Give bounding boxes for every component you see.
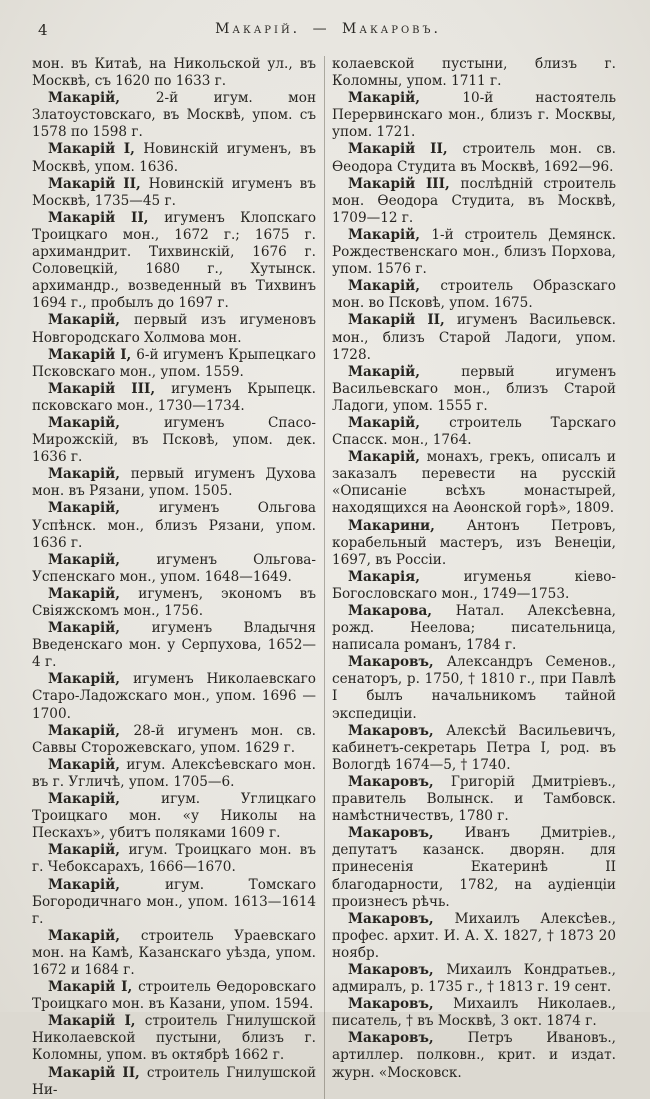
left-column <box>32 56 316 1099</box>
dictionary-entry: Макарій, игуменъ Владычня Введенскаго мон. у Серпухова, 1652—4 г. <box>32 620 317 671</box>
entry-headword: Макарій III, <box>348 175 461 192</box>
entry-headword: Макарій, <box>348 414 450 431</box>
entry-headword: Макарій, <box>48 466 131 483</box>
dictionary-entry: Макаровъ, Александръ Семенов., сенаторъ, р. 1750, † 1810 г., при Павлѣ I былъ начальникомъ тайной экспедиціи. <box>332 654 616 722</box>
entry-headword: Макарій II, <box>348 312 457 329</box>
dictionary-entry: Макарій, игуменъ Спасо-Мирожскій, въ Псковѣ, упом. дек. 1636 г. <box>32 414 316 466</box>
dictionary-entry: Макарій I, строитель Ѳедоровскаго Троицкаго мон. въ Казани, упом. 1594. <box>32 979 316 1013</box>
entry-headword: Макарій, <box>48 876 165 893</box>
dictionary-entry: Макарій I, Новинскій игуменъ, въ Москвѣ, упом. 1636. <box>32 141 316 175</box>
entry-headword: Макаровъ, <box>348 825 465 842</box>
entry-headword: Макарій, <box>48 90 156 107</box>
entry-headword: Макарій, <box>48 551 157 568</box>
page-number: 4 <box>38 21 48 39</box>
entry-headword: Макаровъ, <box>348 1030 468 1047</box>
dictionary-entry: Макарій I, строитель Гнилушской Николаевской пустыни, близъ г. Коломны, упом. въ октябрѣ 1662 г. <box>32 1013 316 1064</box>
entry-headword: Макарини, <box>348 517 467 534</box>
dictionary-entry: Макаровъ, Григорій Дмитріевъ., правитель Волынск. и Тамбовск. намѣстничествъ, 1780 г. <box>332 773 617 825</box>
dictionary-entry: Макарій II, игуменъ Васильевск. мон., близъ Старой Ладоги, упом. 1728. <box>332 312 616 363</box>
dictionary-entry: Макарій, игуменъ Николаевскаго Старо-Ладожскаго мон., упом. 1696 — 1700. <box>32 671 316 722</box>
entry-headword: Макарій, <box>48 791 162 808</box>
entry-headword: Макарій, <box>48 585 139 602</box>
entry-headword: Макарій I, <box>48 1013 145 1030</box>
entry-headword: Макарій I, <box>48 346 137 363</box>
dictionary-entry: Макарій, игум. Углицкаго Троицкаго мон. «у Николы на Пескахъ», убитъ поляками 1609 г. <box>32 791 317 842</box>
entry-headword: Макарій II, <box>48 209 165 226</box>
dictionary-entry: Макарій, игуменъ, экономъ въ Свіяжскомъ мон., 1756. <box>32 585 316 619</box>
entry-headword: Макарій, <box>48 842 129 859</box>
dictionary-entry: Макарій, игуменъ Ольгова Успѣнск. мон., близъ Рязани, упом. 1636 г. <box>32 500 316 551</box>
dictionary-entry: Макарій I, 6-й игуменъ Крыпецкаго Псковскаго мон., упом. 1559. <box>32 346 316 380</box>
dictionary-entry: Макарій, игум. Томскаго Богородичнаго мон., упом. 1613—1614 г. <box>32 876 316 927</box>
entry-headword: Макаровъ, <box>348 722 447 739</box>
dictionary-entry: Макарій III, послѣдній строитель мон. Ѳеодора Студита, въ Москвѣ, 1709—12 г. <box>332 175 616 226</box>
entry-headword: Макарій, <box>48 620 152 637</box>
dictionary-entry: Макарій, строитель Ураевскаго мон. на Камѣ, Казанскаго уѣзда, упом. 1672 и 1684 г. <box>32 927 316 978</box>
dictionary-entry: Макарій, первый игуменъ Духова мон. въ Рязани, упом. 1505. <box>32 466 316 500</box>
dictionary-entry: Макарій II, Новинскій игуменъ въ Москвѣ, 1735—45 г. <box>32 175 316 209</box>
dictionary-entry: Макарій, 28-й игуменъ мон. св. Саввы Сторожевскаго, упом. 1629 г. <box>32 722 316 756</box>
entry-headword: Макарій, <box>348 449 427 466</box>
entry-headword: Макарій, <box>48 722 134 739</box>
entry-headword: Макарій, <box>48 671 134 688</box>
dictionary-entry: Макарій, игуменъ Ольгова-Успенскаго мон., упом. 1648—1649. <box>32 551 316 585</box>
entry-headword: Макарій, <box>48 500 159 517</box>
entry-headword: Макаровъ, <box>348 773 451 790</box>
dictionary-entry: Макарій, строитель Тарскаго Спасск. мон., 1764. <box>332 414 616 449</box>
running-title: Макарій. — Макаровъ. <box>215 21 441 37</box>
dictionary-entry: Макарова, Натал. Алексѣевна, рожд. Неелова; писательница, написала романъ, 1784 г. <box>332 603 616 654</box>
dictionary-entry: Макарій, 2-й игум. мон Златоустовскаго, въ Москвѣ, упом. съ 1578 по 1598 г. <box>32 90 316 141</box>
column-divider-rule <box>324 56 325 1099</box>
column-gutter <box>316 56 332 1099</box>
entry-headword: Макарій, <box>348 226 432 243</box>
right-column <box>332 56 616 1099</box>
entry-headword: Макарій, <box>348 278 441 295</box>
entry-headword: Макарій I, <box>48 141 144 158</box>
dictionary-entry: Макаровъ, Михаилъ Николаев., писатель, † въ Москвѣ, 3 окт. 1874 г. <box>332 996 617 1030</box>
entry-headword: Макарій III, <box>48 380 172 397</box>
dictionary-entry: Макарій III, игуменъ Крыпецк. псковскаго мон., 1730—1734. <box>32 380 316 414</box>
dictionary-entry: Макарій, игум. Троицкаго мон. въ г. Чебоксарахъ, 1666—1670. <box>32 842 316 876</box>
dictionary-entry: Макарій, первый изъ игуменовъ Новгородскаго Холмова мон. <box>32 312 316 346</box>
entry-headword: Макарій, <box>48 414 164 431</box>
entry-headword: Макарій II, <box>348 141 463 158</box>
dictionary-entry: Макарій II, строитель Гнилушской Ни- <box>32 1064 317 1098</box>
dictionary-entry: Макарія, игуменья кіево-Богословскаго мон., 1749—1753. <box>332 568 616 602</box>
dictionary-entry: Макарій, монахъ, грекъ, описалъ и заказалъ перевести на русскій «Описаніе всѣхъ монастырей, находящихся на Аѳонской горѣ», 1809. <box>332 449 616 517</box>
page-header <box>32 16 624 48</box>
dictionary-entry: Макарій, первый игуменъ Васильевскаго мон., близъ Старой Ладоги, упом. 1555 г. <box>332 363 616 414</box>
entry-headword: Макарова, <box>348 603 456 619</box>
dictionary-entry: Макаровъ, Михаилъ Алексѣев., профес. архит. И. А. Х. 1827, † 1873 20 ноябр. <box>332 910 616 961</box>
entry-headword: Макаровъ, <box>348 996 454 1013</box>
text-columns <box>32 56 624 1099</box>
dictionary-entry: Макаровъ, Иванъ Дмитріев., депутатъ казанск. дворян. для принесенія Екатеринѣ II благодарности, 1782, на аудіенціи произнесъ рѣчь. <box>332 825 616 910</box>
entry-headword: Макарій, <box>348 363 462 380</box>
entry-headword: Макарій, <box>48 312 134 329</box>
dictionary-entry: мон. въ Китаѣ, на Никольской ул., въ Москвѣ, съ 1620 по 1633 г. <box>32 56 316 90</box>
entry-headword: Макарій II, <box>48 1064 147 1081</box>
dictionary-entry: Макаровъ, Петръ Ивановъ., артиллер. полковн., крит. и издат. журн. «Московск. <box>332 1030 616 1081</box>
entry-headword: Макарій, <box>48 927 141 944</box>
dictionary-entry: Макаровъ, Михаилъ Кондратьев., адмиралъ, р. 1735 г., † 1813 г. 19 сент. <box>332 961 617 996</box>
entry-headword: Макаровъ, <box>348 961 447 978</box>
dictionary-entry: Макарій, 10-й настоятель Перервинскаго мон., близъ г. Москвы, упом. 1721. <box>332 90 617 141</box>
entry-headword: Макаровъ, <box>348 910 455 927</box>
entry-headword: Макарія, <box>348 568 464 585</box>
dictionary-entry: Макарій, 1-й строитель Демянск. Рождественскаго мон., близъ Порхова, упом. 1576 г. <box>332 226 616 278</box>
dictionary-entry: Макарій, игум. Алексѣевскаго мон. въ г. Угличѣ, упом. 1705—6. <box>32 756 316 790</box>
dictionary-entry: Макарій, строитель Образскаго мон. во Псковѣ, упом. 1675. <box>332 278 616 312</box>
entry-headword: Макарій I, <box>48 979 139 996</box>
entry-headword: Макаровъ, <box>348 654 447 671</box>
dictionary-entry: Макаровъ, Алексѣй Васильевичъ, кабинетъ-секретарь Петра I, род. въ Вологдѣ 1674—5, † 1740. <box>332 722 617 773</box>
dictionary-entry: колаевской пустыни, близъ г. Коломны, упом. 1711 г. <box>332 56 616 90</box>
dictionary-entry: Макарій II, игуменъ Клопскаго Троицкаго мон., 1672 г.; 1675 г. архимандрит. Тихвинскій, 1676 г. Соловецкій, 1680 г., Хутынск. архимандр., возведенный въ Тихвинъ 1694 г., пробылъ до 1697 г. <box>32 209 316 312</box>
dictionary-entry: Макарини, Антонъ Петровъ, корабельный мастеръ, изъ Венеціи, 1697, въ Россіи. <box>332 517 616 568</box>
entry-headword: Макарій, <box>48 756 127 773</box>
entry-headword: Макарій, <box>348 90 463 107</box>
dictionary-entry: Макарій II, строитель мон. св. Ѳеодора Студита въ Москвѣ, 1692—96. <box>332 141 616 175</box>
entry-headword: Макарій II, <box>48 175 149 192</box>
